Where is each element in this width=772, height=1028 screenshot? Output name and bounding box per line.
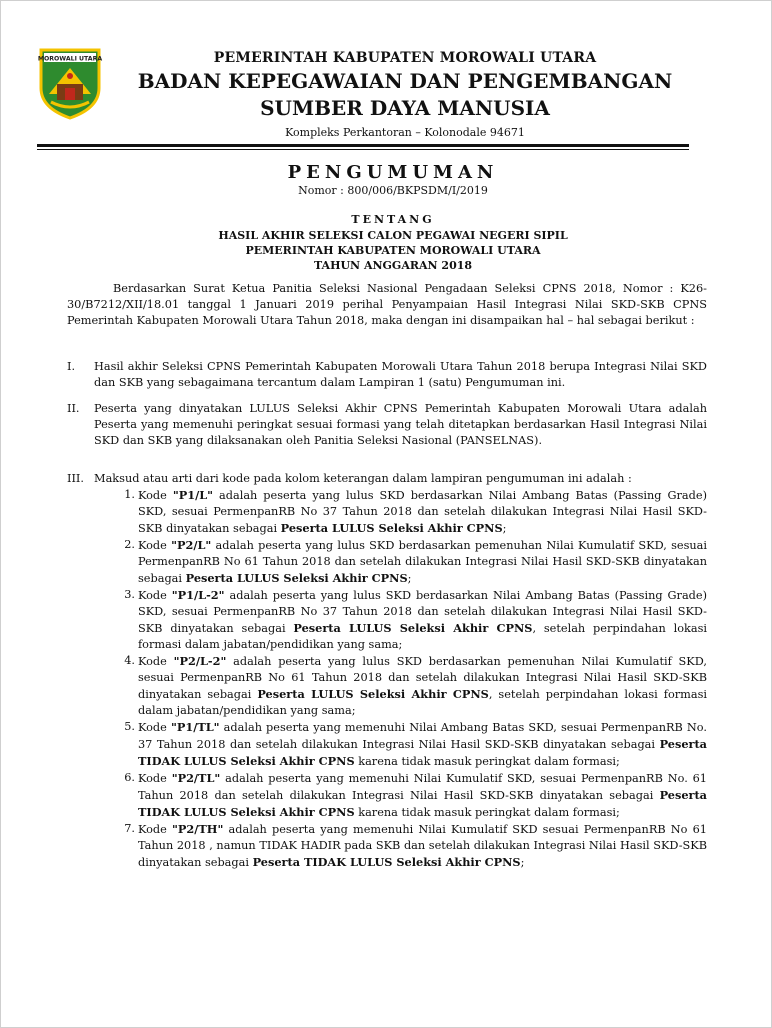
item-code: "P2/TL" bbox=[171, 771, 221, 785]
about-heading: TENTANG bbox=[351, 213, 435, 226]
item-number: 1. bbox=[124, 488, 135, 501]
item-suffix: ; bbox=[502, 522, 507, 535]
item-status: Peserta LULUS Seleksi Akhir CPNS bbox=[185, 571, 408, 585]
intro-paragraph: Berdasarkan Surat Ketua Panitia Seleksi Nasional Pengadaan Seleksi CPNS 2018, Nomor : K26-30/B7212/XII/18.01 tanggal 1 Januari 2019 perihal Penyampaian Hasil Integrasi Nilai SKD-SKB CPNS Pemerintah Kabupaten Morowali Utara Tahun 2018, maka dengan ini disampaikan hal – hal sebagai berikut : bbox=[67, 282, 707, 327]
item-number: 3. bbox=[124, 588, 135, 601]
item-description: adalah peserta yang memenuhi Nilai Kumulatif SKD sesuai PermenpanRB No 61 Tahun 2018 , namun TIDAK HADIR pada SKB dan setelah dilakukan Integrasi Nilai Hasil SKD-SKB dinyatakan sebagai bbox=[138, 823, 707, 869]
section-text: Hasil akhir Seleksi CPNS Pemerintah Kabupaten Morowali Utara Tahun 2018 berupa Integrasi Nilai SKD dan SKB yang sebagaimana tercantum dalam Lampiran 1 (satu) Pengumuman ini. bbox=[94, 360, 707, 389]
list-item bbox=[113, 821, 707, 871]
item-code: "P1/TL" bbox=[170, 720, 220, 734]
agency-address: Kompleks Perkantoran – Kolonodale 94671 bbox=[285, 126, 525, 139]
section-number: II. bbox=[67, 402, 80, 415]
subject-line-3: TAHUN ANGGARAN 2018 bbox=[313, 259, 473, 272]
item-description: adalah peserta yang lulus SKD berdasarkan Nilai Ambang Batas (Passing Grade) SKD, sesuai PermenpanRB No 37 Tahun 2018 dan setelah dilakukan Integrasi Nilai Hasil SKD-SKB dinyatakan sebagai bbox=[138, 589, 707, 635]
section-ii bbox=[67, 401, 707, 449]
code-definition-list bbox=[113, 487, 707, 871]
item-prefix: Kode bbox=[138, 589, 172, 602]
item-prefix: Kode bbox=[138, 721, 171, 734]
item-suffix: , setelah perpindahan lokasi formasi dalam jabatan/pendidikan yang sama; bbox=[138, 622, 707, 651]
item-code: "P2/L-2" bbox=[173, 654, 227, 668]
item-number: 4. bbox=[124, 654, 135, 667]
item-status: Peserta TIDAK LULUS Seleksi Akhir CPNS bbox=[138, 737, 707, 768]
section-number: III. bbox=[67, 472, 84, 485]
item-status: Peserta LULUS Seleksi Akhir CPNS bbox=[293, 621, 533, 635]
list-item bbox=[113, 537, 707, 587]
government-name: PEMERINTAH KABUPATEN MOROWALI UTARA bbox=[213, 50, 597, 66]
list-item bbox=[113, 587, 707, 653]
item-suffix: ; bbox=[520, 856, 525, 869]
item-status: Peserta LULUS Seleksi Akhir CPNS bbox=[280, 521, 503, 535]
item-code: "P2/TH" bbox=[172, 822, 224, 836]
agency-name-line2: SUMBER DAYA MANUSIA bbox=[260, 96, 550, 120]
item-suffix: karena tidak masuk peringkat dalam formasi; bbox=[354, 806, 620, 819]
item-prefix: Kode bbox=[138, 539, 172, 552]
item-status: Peserta TIDAK LULUS Seleksi Akhir CPNS bbox=[138, 788, 707, 819]
item-status: Peserta LULUS Seleksi Akhir CPNS bbox=[257, 687, 489, 701]
item-number: 6. bbox=[124, 771, 135, 784]
item-description: adalah peserta yang lulus SKD berdasarkan pemenuhan Nilai Kumulatif SKD, sesuai PermenpanRB No 61 Tahun 2018 dan setelah dilakukan Integrasi Nilai Hasil SKD-SKB dinyatakan sebagai bbox=[138, 655, 707, 701]
item-suffix: karena tidak masuk peringkat dalam formasi; bbox=[354, 755, 620, 768]
section-iii bbox=[67, 471, 707, 487]
subject-line-1: HASIL AKHIR SELEKSI CALON PEGAWAI NEGERI SIPIL bbox=[218, 229, 568, 242]
item-code: "P1/L" bbox=[172, 488, 214, 502]
item-code: "P2/L" bbox=[171, 538, 212, 552]
emblem-label: MOROWALI UTARA bbox=[37, 55, 103, 63]
announcement-number: Nomor : 800/006/BKPSDM/I/2019 bbox=[298, 184, 488, 197]
letterhead-divider-thin bbox=[37, 149, 689, 150]
item-description: adalah peserta yang memenuhi Nilai Kumulatif SKD, sesuai PermenpanRB No. 61 Tahun 2018 dan setelah dilakukan Integrasi Nilai Hasil SKD-SKB dinyatakan sebagai bbox=[138, 772, 707, 802]
list-item bbox=[113, 487, 707, 537]
item-description: adalah peserta yang memenuhi Nilai Ambang Batas SKD, sesuai PermenpanRB No. 37 Tahun 2018 dan setelah dilakukan Integrasi Nilai Hasil SKD-SKB dinyatakan sebagai bbox=[138, 721, 708, 751]
list-item bbox=[113, 653, 707, 719]
section-text: Maksud atau arti dari kode pada kolom keterangan dalam lampiran pengumuman ini adalah : bbox=[94, 472, 632, 485]
item-code: "P1/L-2" bbox=[171, 588, 225, 602]
section-text: Peserta yang dinyatakan LULUS Seleksi Akhir CPNS Pemerintah Kabupaten Morowali Utara adalah Peserta yang memenuhi peringkat sesuai formasi yang telah ditetapkan berdasarkan Hasil Integrasi Nilai SKD dan SKB yang dilaksanakan oleh Panitia Seleksi Nasional (PANSELNAS). bbox=[94, 402, 707, 447]
item-prefix: Kode bbox=[138, 489, 173, 502]
agency-name-line1: BADAN KEPEGAWAIAN DAN PENGEMBANGAN bbox=[137, 69, 673, 93]
subject-line-2: PEMERINTAH KABUPATEN MOROWALI UTARA bbox=[245, 244, 541, 257]
section-number: I. bbox=[67, 360, 76, 373]
item-suffix: , setelah perpindahan lokasi formasi dalam jabatan/pendidikan yang sama; bbox=[138, 688, 708, 717]
item-prefix: Kode bbox=[138, 823, 173, 836]
list-item bbox=[113, 770, 707, 821]
item-number: 2. bbox=[124, 538, 135, 551]
item-number: 7. bbox=[124, 822, 135, 835]
item-number: 5. bbox=[124, 720, 135, 733]
item-prefix: Kode bbox=[138, 772, 172, 785]
item-prefix: Kode bbox=[138, 655, 174, 668]
announcement-title: PENGUMUMAN bbox=[287, 162, 499, 183]
item-status: Peserta TIDAK LULUS Seleksi Akhir CPNS bbox=[252, 855, 521, 869]
list-item bbox=[113, 719, 707, 770]
item-suffix: ; bbox=[407, 572, 412, 585]
item-description: adalah peserta yang lulus SKD berdasarkan Nilai Ambang Batas (Passing Grade) SKD, sesuai PermenpanRB No 37 Tahun 2018 dan setelah dilakukan Integrasi Nilai Hasil SKD-SKB dinyatakan sebagai bbox=[138, 489, 707, 535]
section-i bbox=[67, 359, 707, 391]
letterhead-divider-thick bbox=[37, 144, 689, 147]
item-description: adalah peserta yang lulus SKD berdasarkan pemenuhan Nilai Kumulatif SKD, sesuai PermenpanRB No 61 Tahun 2018 dan setelah dilakukan Integrasi Nilai Hasil SKD-SKB dinyatakan sebagai bbox=[138, 539, 707, 585]
